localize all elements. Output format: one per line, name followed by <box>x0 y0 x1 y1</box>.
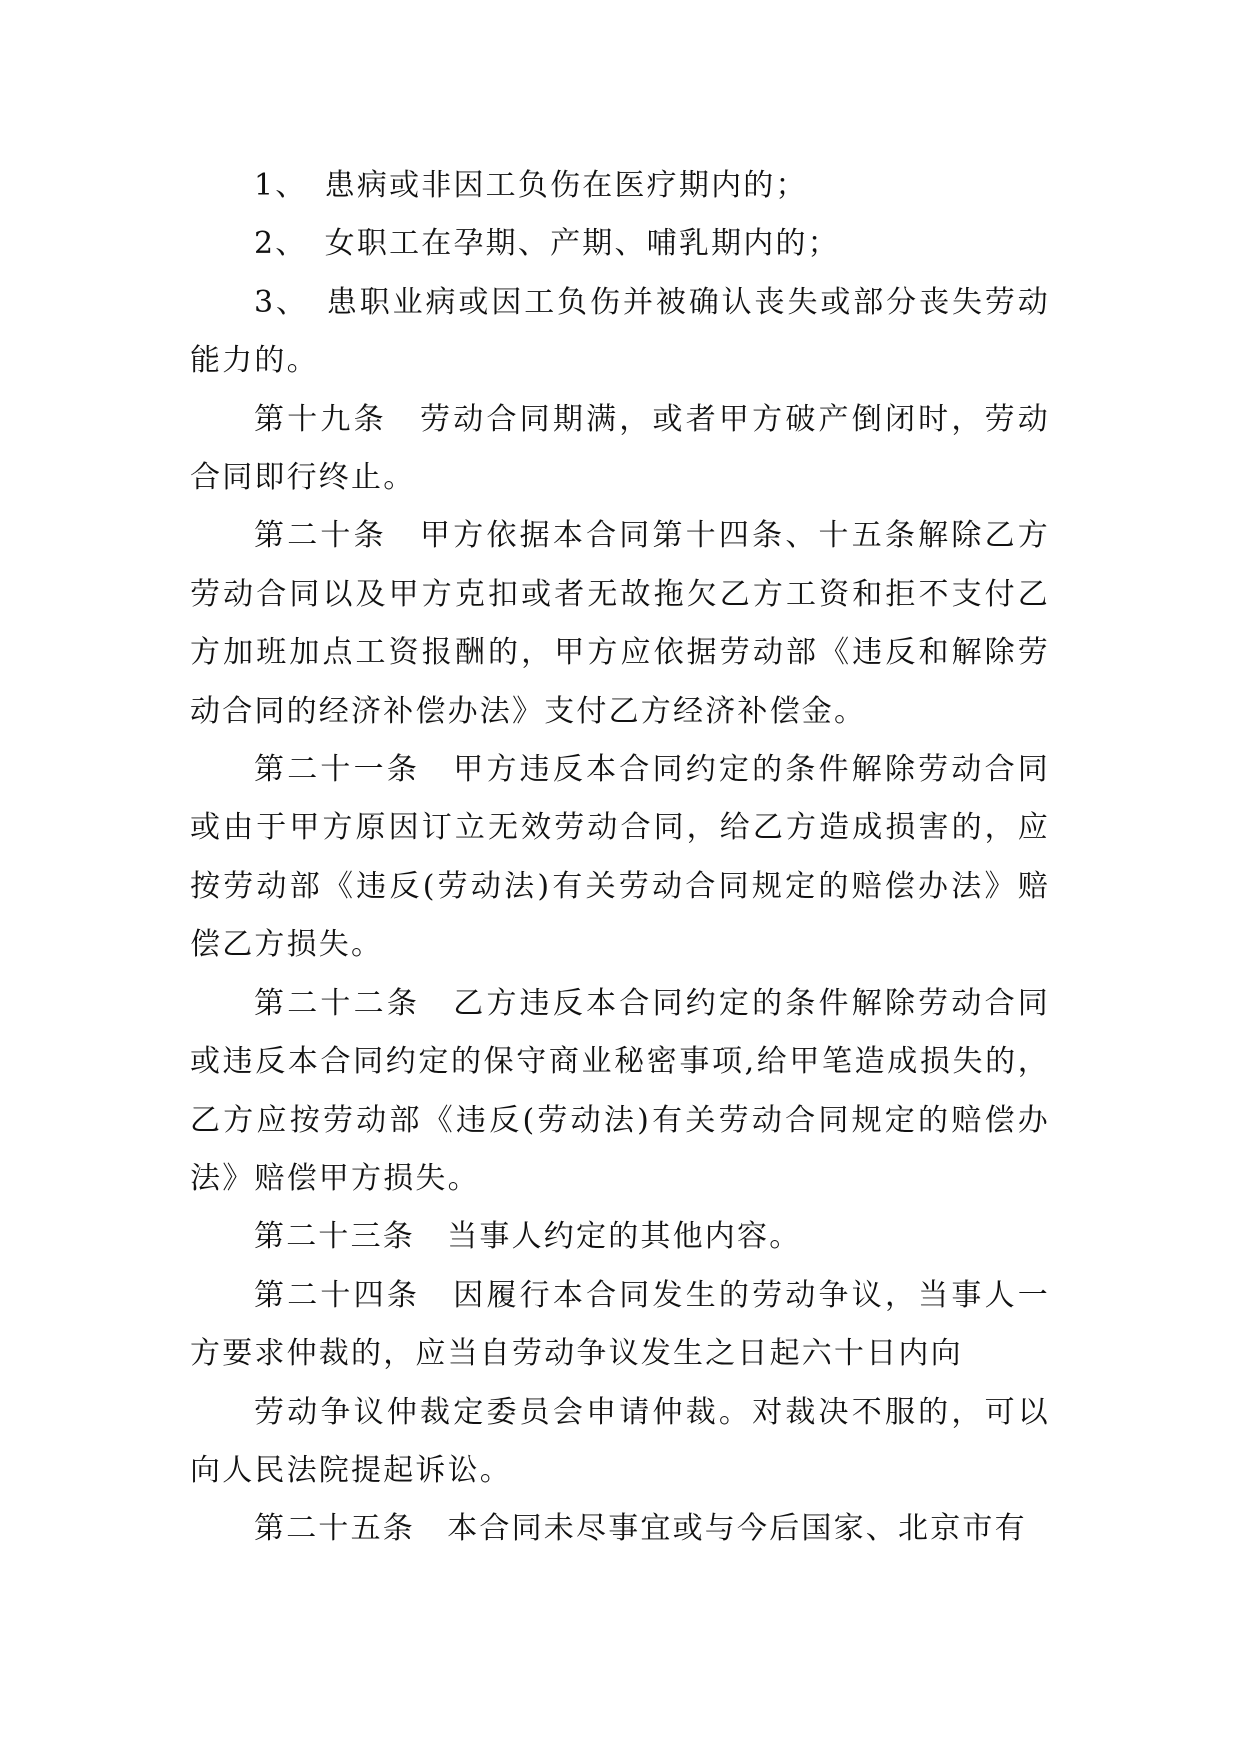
article-24: 第二十四条 因履行本合同发生的劳动争议，当事人一方要求仲裁的，应当自劳动争议发生之日起六十日内向 <box>190 1277 1050 1372</box>
article-22: 第二十二条 乙方违反本合同约定的条件解除劳动合同或违反本合同约定的保守商业秘密事项,给甲笔造成损失的，乙方应按劳动部《违反(劳动法)有关劳动合同规定的赔偿办法》赔偿甲方损失。 <box>190 985 1050 1196</box>
list-item: 2、 女职工在孕期、产期、哺乳期内的； <box>254 226 840 262</box>
document-body <box>190 157 1050 1559</box>
article-24-continued: 劳动争议仲裁定委员会申请仲裁。对裁决不服的，可以向人民法院提起诉讼。 <box>190 1394 1050 1488</box>
article-25: 第二十五条 本合同未尽事宜或与今后国家、北京市有 <box>254 1511 1027 1547</box>
list-item: 3、 患职业病或因工负伤并被确认丧失或部分丧失劳动能力的。 <box>190 284 1050 379</box>
list-item: 1、 患病或非因工负伤在医疗期内的； <box>254 168 808 203</box>
article-23: 第二十三条 当事人约定的其他内容。 <box>254 1219 802 1255</box>
article-19: 第十九条 劳动合同期满，或者甲方破产倒闭时，劳动合同即行终止。 <box>190 401 1050 496</box>
article-20: 第二十条 甲方依据本合同第十四条、十五条解除乙方劳动合同以及甲方克扣或者无故拖欠乙方工资和拒不支付乙方加班加点工资报酬的，甲方应依据劳动部《违反和解除劳动合同的经济补偿办法》支付乙方经济补偿金。 <box>190 518 1050 729</box>
article-21: 第二十一条 甲方违反本合同约定的条件解除劳动合同或由于甲方原因订立无效劳动合同，给乙方造成损害的，应按劳动部《违反(劳动法)有关劳动合同规定的赔偿办法》赔偿乙方损失。 <box>190 752 1050 963</box>
